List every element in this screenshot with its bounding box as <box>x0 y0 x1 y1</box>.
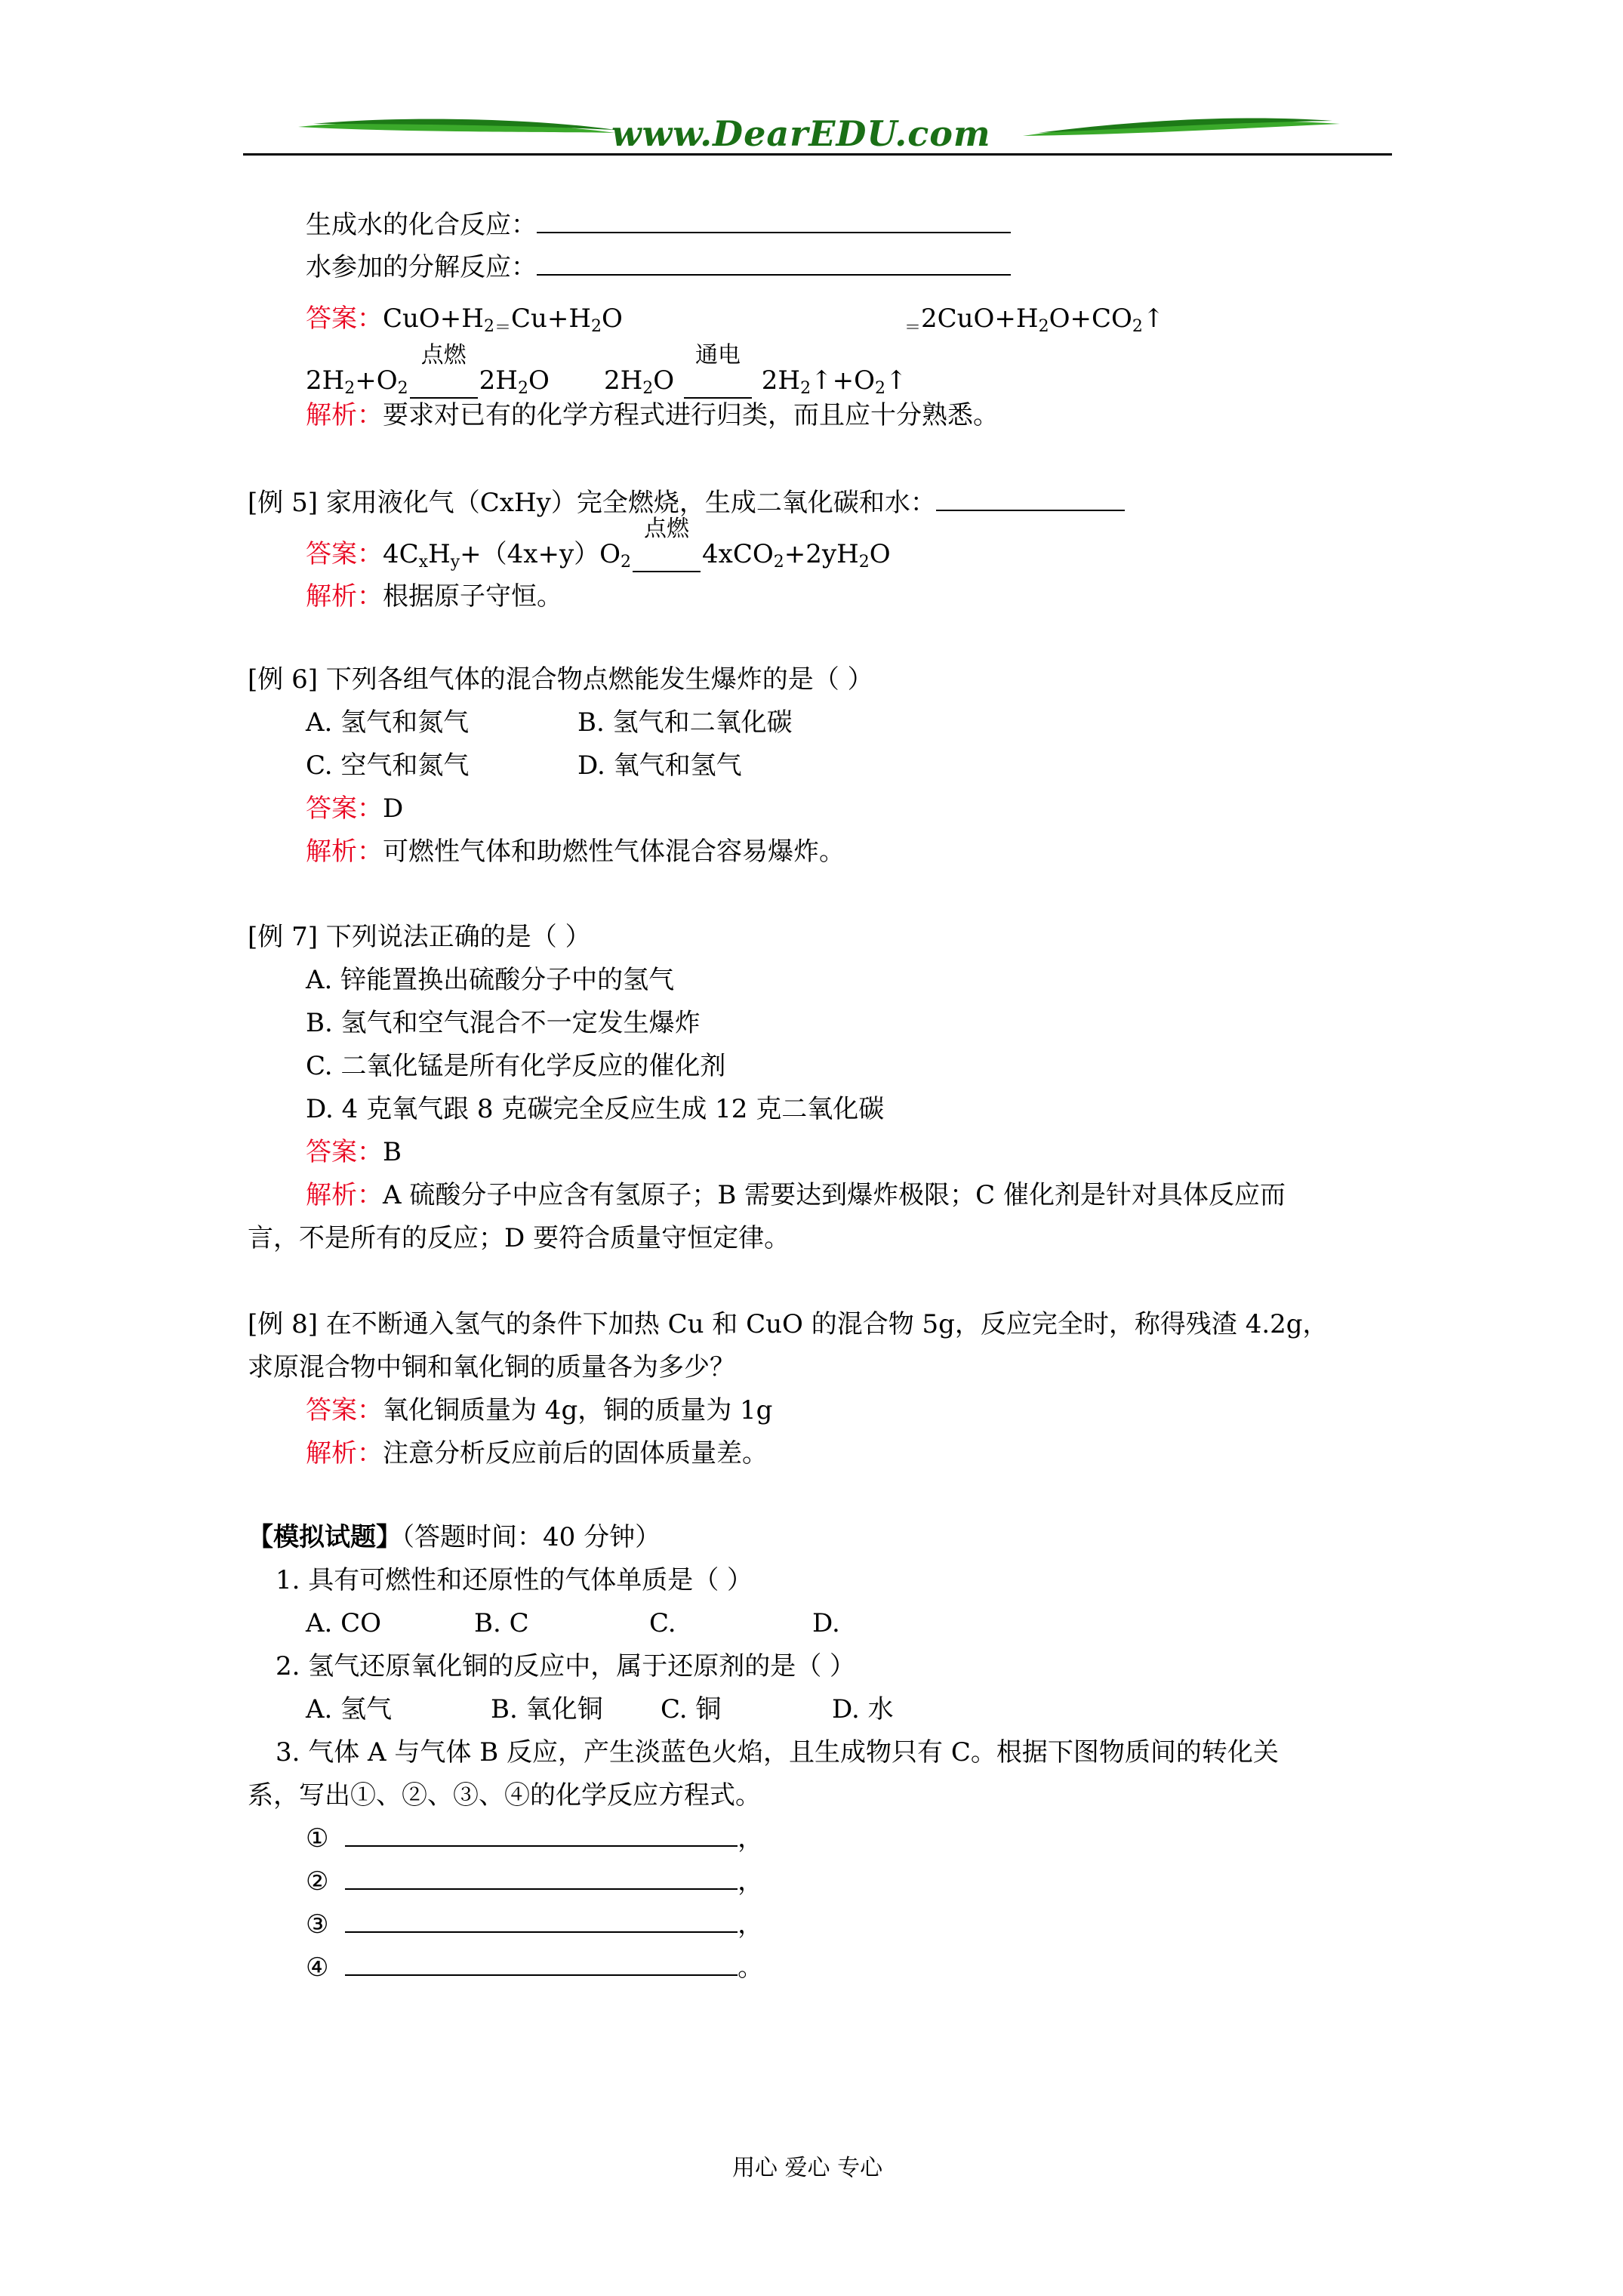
eq-text: ↑ <box>885 365 907 396</box>
mock-q1: 1. 具有可燃性和还原性的气体单质是（ ） <box>276 1565 753 1595</box>
answer-value: B <box>383 1137 402 1167</box>
mock-q2-option-b: B. 氧化铜 <box>491 1694 603 1724</box>
ex6-option-a: A. 氢气和氮气 <box>306 707 470 738</box>
eq-text: ↑+O <box>811 365 875 396</box>
ex7-analysis-1 <box>306 1179 1286 1212</box>
section-time: （答题时间：40 分钟） <box>402 1522 661 1552</box>
answer-value: 氧化铜质量为 4g，铜的质量为 1g <box>383 1395 773 1425</box>
answer-eq-2 <box>904 302 1164 345</box>
eq-sub: 2 <box>483 317 494 336</box>
condition-ignite <box>631 516 702 572</box>
header-logo-text: www.DearEDU.com <box>611 113 991 154</box>
eq-text: O+CO <box>1049 304 1132 334</box>
ex5-analysis <box>306 580 562 613</box>
punct: ， <box>738 1823 764 1854</box>
eq-sub: 2 <box>1038 317 1049 336</box>
mock-q3-line-2: 系，写出①、②、③、④的化学反应方程式。 <box>248 1780 761 1811</box>
eq-text: 2H <box>761 365 801 396</box>
analysis-label: 解析： <box>306 837 383 867</box>
blank-line <box>936 487 1125 511</box>
answer-blank[interactable] <box>345 1952 738 1976</box>
analysis-label: 解析： <box>306 581 383 612</box>
eq-sub: y <box>450 553 460 572</box>
blank-1 <box>306 1822 763 1855</box>
ex5-answer <box>306 516 891 579</box>
condition-label: 点燃 <box>644 516 690 542</box>
ex7-option-d: D. 4 克氧气跟 8 克碳完全反应生成 12 克二氧化碳 <box>306 1094 885 1124</box>
eq-text: O <box>653 365 675 396</box>
analysis-label: 解析： <box>306 1180 383 1210</box>
page-footer: 用心 爱心 专心 <box>732 2155 883 2181</box>
ex8-analysis <box>306 1437 768 1470</box>
answer-blank[interactable] <box>345 1823 738 1847</box>
section-title: 【模拟试题】 <box>248 1522 402 1552</box>
ex7-answer <box>306 1136 402 1169</box>
eq-sub: 2 <box>517 379 528 398</box>
eq-sub: 2 <box>344 379 356 398</box>
eq-text: H <box>428 539 451 569</box>
blank-number: ② <box>306 1866 329 1897</box>
eq-text: +（4x+y）O <box>460 539 621 569</box>
ex7-option-a: A. 锌能置换出硫酸分子中的氢气 <box>306 965 675 995</box>
line-decomposition-water <box>306 251 1011 284</box>
eq-text: O <box>528 365 550 396</box>
label-decomposition: 水参加的分解反应： <box>306 252 537 282</box>
ex8-question-2: 求原混合物中铜和氧化铜的质量各为多少？ <box>248 1352 735 1382</box>
punct: 。 <box>738 1952 764 1983</box>
condition-bar <box>410 364 478 399</box>
line-synthesis-water <box>306 208 1011 242</box>
blank-line <box>537 209 1011 233</box>
eq-text: +2yH <box>784 539 859 569</box>
blank-4 <box>306 1951 763 1984</box>
eq-text: Cu+H <box>510 304 592 334</box>
eq-sub: 2 <box>874 379 885 398</box>
eq-text: ↑ <box>1142 304 1165 334</box>
answer-label: 答案： <box>306 1137 383 1167</box>
ex8-answer <box>306 1394 772 1427</box>
eq-sign: ＝ <box>494 319 511 337</box>
eq-text: +O <box>355 365 398 396</box>
eq-sub: 2 <box>642 379 654 398</box>
eq-sub: 2 <box>621 553 632 572</box>
blank-2 <box>306 1865 763 1898</box>
mock-q2-option-a: A. 氢气 <box>306 1694 393 1724</box>
ex7-analysis-2: 言，不是所有的反应；D 要符合质量守恒定律。 <box>248 1223 790 1253</box>
punct: ， <box>738 1909 764 1940</box>
ex6-analysis <box>306 835 845 868</box>
mock-heading <box>248 1521 661 1554</box>
analysis-label: 解析： <box>306 400 383 430</box>
ex6-question: [例 6] 下列各组气体的混合物点燃能发生爆炸的是（ ） <box>248 664 873 695</box>
mock-q3-line-1: 3. 气体 A 与气体 B 反应，产生淡蓝色火焰，且生成物只有 C。根据下图物质间的转化关 <box>276 1737 1279 1767</box>
analysis-text: 可燃性气体和助燃性气体混合容易爆炸。 <box>383 837 845 867</box>
header-rule <box>243 153 1392 156</box>
analysis-label: 解析： <box>306 1438 383 1469</box>
condition-bar <box>633 538 701 572</box>
blank-line <box>537 251 1011 276</box>
punct: ， <box>738 1866 764 1897</box>
analysis-text: 注意分析反应前后的固体质量差。 <box>383 1438 768 1469</box>
blank-number: ③ <box>306 1909 329 1940</box>
mock-q2-option-d: D. 水 <box>832 1694 894 1724</box>
mock-q1-option-a: A. CO <box>306 1608 382 1638</box>
mock-q2-option-c: C. 铜 <box>661 1694 722 1724</box>
eq-sub: 2 <box>858 553 870 572</box>
condition-label: 点燃 <box>420 342 467 368</box>
ex6-option-b: B. 氢气和二氧化碳 <box>577 707 793 738</box>
blank-number: ① <box>306 1823 329 1854</box>
condition-label: 通电 <box>694 342 741 368</box>
condition-electrolysis <box>682 342 753 399</box>
analysis-text: 根据原子守恒。 <box>383 581 562 612</box>
answer-label: 答案： <box>306 304 383 334</box>
answer-label: 答案： <box>306 1395 383 1425</box>
analysis-top <box>306 399 999 432</box>
eq-text: 2H <box>604 365 643 396</box>
answer-value: D <box>383 794 404 824</box>
analysis-text: 要求对已有的化学方程式进行归类，而且应十分熟悉。 <box>383 400 999 430</box>
ex5-question <box>248 486 1125 519</box>
label-synthesis: 生成水的化合反应： <box>306 210 537 240</box>
condition-ignite <box>408 342 479 399</box>
eq-text: 2CuO+H <box>921 304 1039 334</box>
eq-sub: 2 <box>397 379 408 398</box>
answer-blank[interactable] <box>345 1866 738 1890</box>
ex6-option-c: C. 空气和氮气 <box>306 750 470 781</box>
question-text: [例 5] 家用液化气（CxHy）完全燃烧，生成二氧化碳和水： <box>248 488 936 518</box>
answer-label: 答案： <box>306 794 383 824</box>
eq-sub: 2 <box>800 379 812 398</box>
ex6-answer <box>306 792 403 825</box>
mock-q1-option-d: D. <box>812 1608 840 1638</box>
mock-q2: 2. 氢气还原氧化铜的反应中，属于还原剂的是（ ） <box>276 1651 856 1681</box>
eq-sub: x <box>418 553 429 572</box>
eq-text: CuO+H <box>383 304 484 334</box>
answer-blank[interactable] <box>345 1909 738 1933</box>
blank-number: ④ <box>306 1952 329 1983</box>
eq-text: 2H <box>479 365 518 396</box>
mock-q1-option-b: B. C <box>474 1608 529 1638</box>
answer-line-1 <box>306 302 623 345</box>
eq-sub: 2 <box>591 317 602 336</box>
eq-sign: ＝ <box>904 319 922 337</box>
eq-text: O <box>869 539 891 569</box>
ex7-option-b: B. 氢气和空气混合不一定发生爆炸 <box>306 1008 701 1038</box>
eq-sub: 2 <box>1132 317 1143 336</box>
ex6-option-d: D. 氧气和氢气 <box>577 750 742 781</box>
blank-3 <box>306 1908 763 1941</box>
ex8-question-1: [例 8] 在不断通入氢气的条件下加热 Cu 和 CuO 的混合物 5g，反应完全时，称得残渣 4.2g， <box>248 1309 1329 1339</box>
ex7-question: [例 7] 下列说法正确的是（ ） <box>248 922 591 952</box>
condition-bar <box>684 364 752 399</box>
eq-text: 4xCO <box>702 539 774 569</box>
ex7-option-c: C. 二氧化锰是所有化学反应的催化剂 <box>306 1051 726 1081</box>
eq-text: 4C <box>383 539 419 569</box>
eq-text: 2H <box>306 365 345 396</box>
mock-q1-option-c: C. <box>649 1608 676 1638</box>
answer-label: 答案： <box>306 539 383 569</box>
eq-text: O <box>602 304 623 334</box>
analysis-text: A 硫酸分子中应含有氢原子；B 需要达到爆炸极限；C 催化剂是针对具体反应而 <box>383 1180 1286 1210</box>
eq-sub: 2 <box>773 553 784 572</box>
